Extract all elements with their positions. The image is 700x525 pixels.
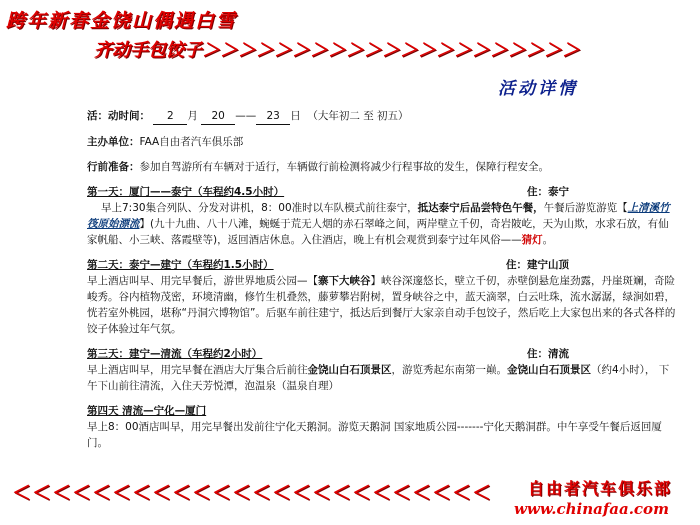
day-1-section	[87, 184, 677, 248]
day-3-section	[87, 346, 677, 394]
page-title: 跨年新春金饶山偶遇白雪	[6, 10, 238, 32]
prep-label: 行前准备：	[87, 161, 140, 173]
month-value: 2	[153, 108, 187, 125]
content-body	[87, 108, 677, 451]
prep-value: 参加自驾游所有车辆对于适行，车辆做行前检测将减少行程事故的发生，保障行程安全。	[139, 161, 549, 173]
host-value: FAA自由者汽车俱乐部	[139, 136, 244, 148]
footer-club-name: 自由者汽车俱乐部	[528, 479, 673, 498]
day-end-value: 23	[256, 108, 290, 125]
day-4-heading: 第四天 清流—宁化—厦门	[87, 405, 207, 417]
date-dash: ——	[235, 110, 257, 122]
page-subtitle: 齐动手包饺子＞＞＞＞＞＞＞＞＞＞＞＞＞＞＞＞＞＞＞＞＞	[94, 40, 580, 61]
bamboo-rafting-link[interactable]: 上清溪竹筏原始漂流	[87, 202, 670, 230]
footer-arrows: ＜＜＜＜＜＜＜＜＜＜＜＜＜＜＜＜＜＜＜＜＜＜＜＜	[12, 482, 493, 504]
day-2-heading: 第二天：泰宁—建宁（车程约1.5小时） 住：建宁山顶	[87, 259, 569, 271]
day-3-body: 早上酒店叫早，用完早餐在酒店大厅集合后前往金饶山白石顶景区，游览秀起东南第一巅。金饶山白石顶景区（约4小时）， 下午下山前往清流，入住天芳悦潭，泡温泉（温泉自理）	[87, 364, 670, 392]
day-3-heading: 第三天：建宁—清流（车程约2小时） 住：清流	[87, 348, 569, 360]
activity-time-row	[87, 108, 677, 125]
day-2-body: 早上酒店叫早、用完早餐后，游世界地质公园—【寨下大峡谷】峡谷深邃悠长，壁立千仞，赤壁倒悬危崖劲露，丹崖斑斓，奇险峻秀。谷内植物茂密，环境清幽，修竹生机叠然，藤萝攀岩附树，置身峡谷之中，蓝天滴翠，白云吐珠，流水潺潺，绿涧如碧，恍若室外桃园，堪称“丹洞穴博物馆”。后驱车前往建宁，抵达后到餐厅大家亲自动手包饺子，然后吃上大家包出来的各式各样的饺子体验过年气氛。	[87, 275, 676, 335]
time-label: 活：动时间：	[87, 110, 150, 122]
day-start-value: 20	[201, 108, 235, 125]
holiday-note: （大年初二 至 初五）	[307, 110, 409, 122]
day-1-venue: 住：泰宁	[527, 186, 569, 198]
day-3-venue: 住：清流	[527, 348, 569, 360]
canyon-highlight: 寨下大峡谷	[318, 275, 371, 287]
host-row	[87, 134, 677, 150]
day-1-heading: 第一天：厦门——泰宁（车程约4.5小时） 住：泰宁	[87, 186, 569, 198]
prep-row	[87, 159, 677, 175]
day-4-body: 早上8：00酒店叫早，用完早餐出发前往宁化天鹅洞。游览天鹅洞 国家地质公园-------宁化天鹅洞群。中午享受午餐后返回厦门。	[87, 421, 662, 449]
day-2-section	[87, 257, 677, 337]
day-2-venue: 住：建宁山顶	[506, 259, 569, 271]
section-title-details: 活动详情	[498, 79, 578, 99]
lantern-highlight: 猜灯	[521, 234, 543, 246]
day-1-body: 早上7:30集合列队、分发对讲机，8：00准时以车队模式前往泰宁，抵达泰宁后品尝特色午餐，午餐后游览游览【上清溪竹筏原始漂流】(九十九曲、八十八滩，蜿蜒于荒无人烟的赤石翠峰之间，两岸壁立千仞，奇岩陂屹，天为山欺，水求石放，有仙家帆船、小三峡、落霞壁等)，返回酒店休息。入住酒店，晚上有机会观赏到泰宁过年风俗——猜灯。	[87, 202, 670, 246]
month-unit: 月	[187, 110, 198, 122]
host-label: 主办单位：	[87, 136, 140, 148]
day-4-section	[87, 403, 677, 451]
footer-url-link[interactable]: www.chinafaa.com	[514, 500, 669, 518]
day-unit: 日	[290, 110, 301, 122]
